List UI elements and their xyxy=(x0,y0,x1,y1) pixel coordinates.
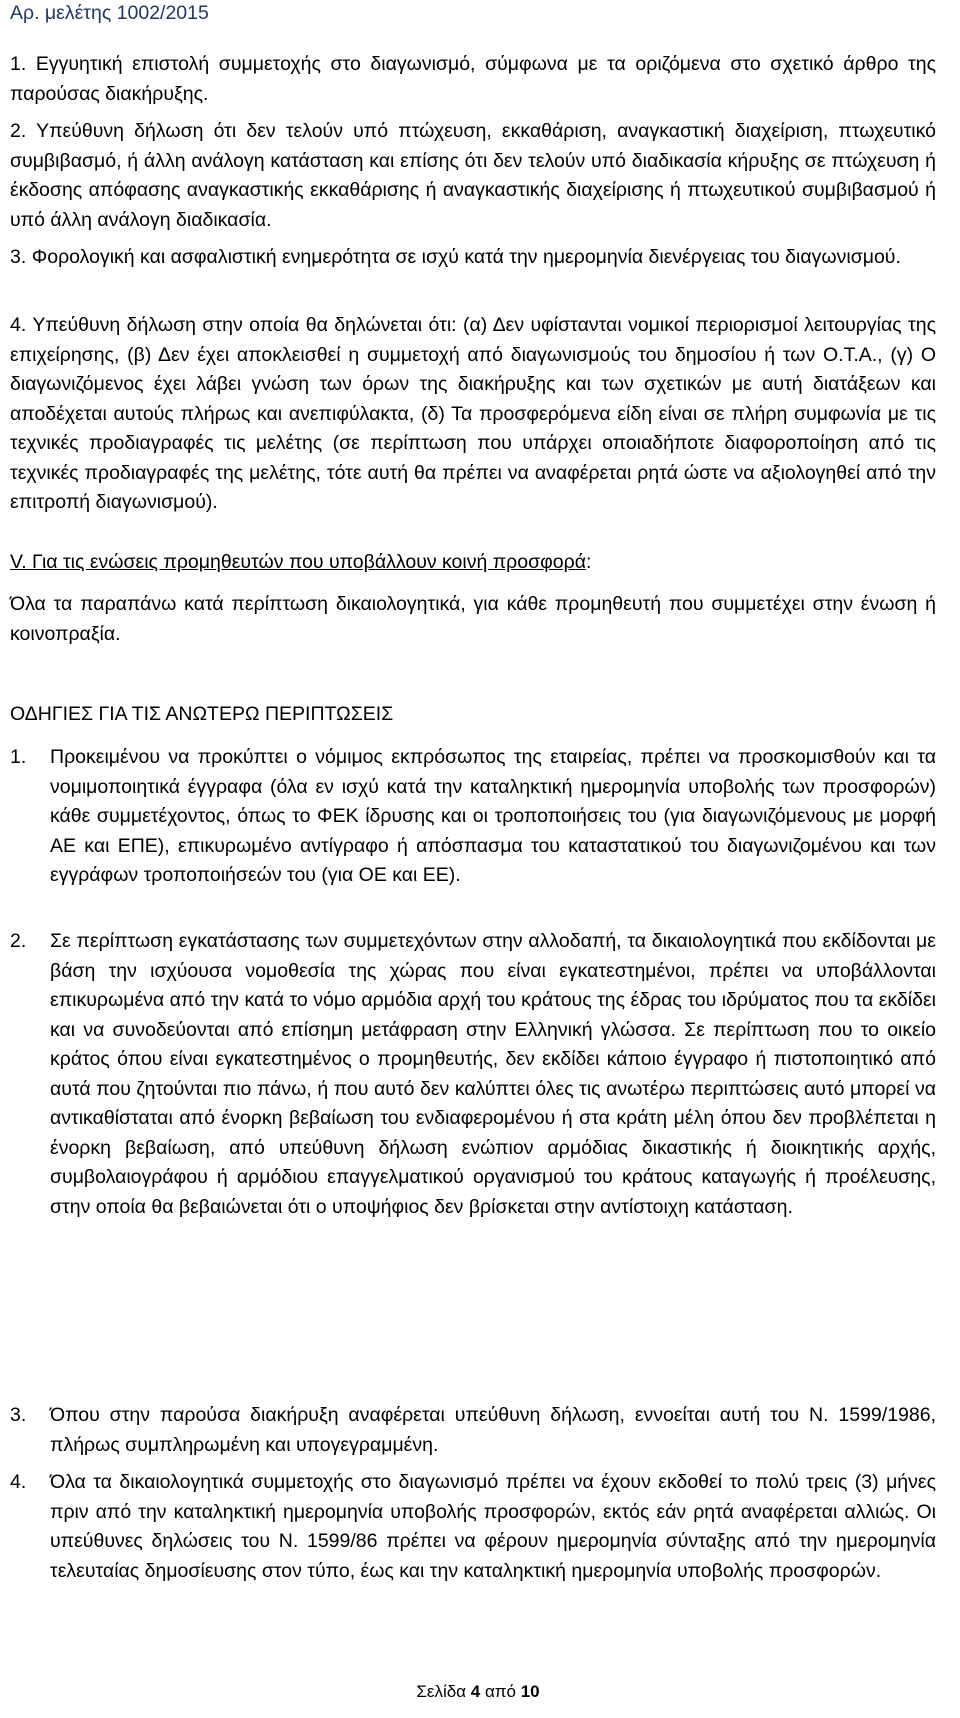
page-footer: Σελίδα 4 από 10 xyxy=(416,1682,540,1701)
item-number: 3. xyxy=(10,246,27,268)
list-a-item-1 xyxy=(10,50,936,109)
item-text: Σε περίπτωση εγκατάστασης των συμμετεχόντων στην αλλοδαπή, τα δικαιολογητικά που εκδίδονται με βάση την ισχύουσα νομοθεσία της χώρας που είναι εγκατεστημένοι, πρέπει να υποβάλλονται επικυρωμένα από την κατά το νόμο αρμόδια αρχή του κράτους της έδρας του ιδρύματος που τα εκδίδει και να συνοδεύονται από επίσημη μετάφραση στην Ελληνική γλώσσα. Σε περίπτωση που το οικείο κράτος όπου είναι εγκατεστημένος ο προμηθευτής, δεν εκδίδει κάποιο έγγραφο ή πιστοποιητικό από αυτά που ζητούνται πιο πάνω, ή που αυτό δεν καλύπτει όλες τις ανωτέρω περιπτώσεις αυτό μπορεί να αντικαθίσταται από ένορκη βεβαίωση του ενδιαφερομένου ή στα κράτη μέλη όπου δεν προβλέπεται η ένορκη βεβαίωση, από υπεύθυνη δήλωση ενώπιον αρμόδιας δικαστικής ή διοικητικής αρχής, συμβολαιογράφου ή αρμόδιου επαγγελματικού οργανισμού του κράτους καταγωγής ή προέλευσης, στην οποία θα βεβαιώνεται ότι ο υποψήφιος δεν βρίσκεται στην αντίστοιχη κατάσταση. xyxy=(50,930,936,1218)
section-v-body: Όλα τα παραπάνω κατά περίπτωση δικαιολογητικά, για κάθε προμηθευτή που συμμετέχει στην ένωση ή κοινοπραξία. xyxy=(10,593,936,645)
list-a-item-2 xyxy=(10,117,936,235)
item-number: 3. xyxy=(10,1404,27,1426)
instruction-item-1 xyxy=(10,743,936,891)
instructions-heading: ΟΔΗΓΙΕΣ ΓΙΑ ΤΙΣ ΑΝΩΤΕΡΩ ΠΕΡΙΠΤΩΣΕΙΣ xyxy=(10,703,394,725)
list-a-item-3 xyxy=(10,243,936,273)
item-text: Προκειμένου να προκύπτει ο νόμιμος εκπρόσωπος της εταιρείας, πρέπει να προσκομισθούν και τα νομιμοποιητικά έγγραφα (όλα εν ισχύ κατά την καταληκτική ημερομηνία υποβολής των προσφορών) κάθε συμμετέχοντος, όπως το ΦΕΚ ίδρυσης και οι τροποποιήσεις του (για διαγωνιζόμενους με μορφή ΑΕ και ΕΠΕ), επικυρωμένο αντίγραφο ή απόσπασμα του καταστατικού του διαγωνιζομένου και των εγγράφων τροποποιήσεών του (για ΟΕ και ΕΕ). xyxy=(50,746,936,886)
item-number: 4. xyxy=(10,1471,27,1493)
item-number: 4. xyxy=(10,314,27,336)
total-pages: 10 xyxy=(520,1682,540,1701)
instruction-item-3 xyxy=(10,1401,936,1460)
current-page: 4 xyxy=(470,1682,481,1701)
item-text: Εγγυητική επιστολή συμμετοχής στο διαγωνισμό, σύμφωνα με τα οριζόμενα στο σχετικό άρθρο της παρούσας διακήρυξης. xyxy=(10,53,936,105)
item-number: 1. xyxy=(10,746,27,768)
document-page xyxy=(10,0,946,1718)
item-text: Όπου στην παρούσα διακήρυξη αναφέρεται υπεύθυνη δήλωση, εννοείται αυτή του Ν. 1599/1986, πλήρως συμπληρωμένη και υπογεγραμμένη. xyxy=(50,1404,936,1456)
item-number: 1. xyxy=(10,53,27,75)
item-text: Όλα τα δικαιολογητικά συμμετοχής στο διαγωνισμό πρέπει να έχουν εκδοθεί το πολύ τρεις (3) μήνες πριν από την καταληκτική ημερομηνία υποβολής προσφορών, εκτός εάν ρητά αναφέρεται αλλιώς. Οι υπεύθυνες δηλώσεις του Ν. 1599/86 πρέπει να φέρουν ημερομηνία σύνταξης από την ημερομηνία τελευταίας δημοσίευσης στον τύπο, έως και την καταληκτική ημερομηνία υποβολής προσφορών. xyxy=(50,1471,936,1582)
item-number: 2. xyxy=(10,120,27,142)
study-number-header: Αρ. μελέτης 1002/2015 xyxy=(10,2,209,24)
section-v-heading-text: V. Για τις ενώσεις προμηθευτών που υποβάλλουν κοινή προσφορά xyxy=(10,551,587,573)
item-number: 2. xyxy=(10,930,27,952)
list-a-item-4 xyxy=(10,311,936,518)
instruction-item-2 xyxy=(10,927,936,1222)
item-text: Υπεύθυνη δήλωση ότι δεν τελούν υπό πτώχευση, εκκαθάριση, αναγκαστική διαχείριση, πτωχευτικό συμβιβασμό, ή άλλη ανάλογη κατάσταση και επίσης ότι δεν τελούν υπό διαδικασία κήρυξης σε πτώχευση ή έκδοσης απόφασης αναγκαστικής εκκαθάρισης ή αναγκαστικής διαχείρισης ή πτωχευτικού συμβιβασμού ή υπό άλλη ανάλογη διαδικασία. xyxy=(10,120,936,231)
section-v-heading: V. Για τις ενώσεις προμηθευτών που υποβάλλουν κοινή προσφορά: xyxy=(10,551,592,573)
item-text: Υπεύθυνη δήλωση στην οποία θα δηλώνεται ότι: (α) Δεν υφίστανται νομικοί περιορισμοί λειτουργίας της επιχείρησης, (β) Δεν έχει αποκλεισθεί η συμμετοχή από διαγωνισμούς του δημοσίου ή των Ο.Τ.Α., (γ) Ο διαγωνιζόμενος έχει λάβει γνώση των όρων της διακήρυξης και των σχετικών με αυτή διατάξεων και αποδέχεται αυτούς πλήρως και ανεπιφύλακτα, (δ) Τα προσφερόμενα είδη είναι σε πλήρη συμφωνία με τις τεχνικές προδιαγραφές τις μελέτης (σε περίπτωση που υπάρχει οποιαδήποτε διαφοροποίηση από τις τεχνικές προδιαγραφές της μελέτης, τότε αυτή θα πρέπει να αναφέρεται ρητά ώστε να αξιολογηθεί από την επιτροπή διαγωνισμού). xyxy=(10,314,936,513)
item-text: Φορολογική και ασφαλιστική ενημερότητα σε ισχύ κατά την ημερομηνία διενέργειας του διαγωνισμού. xyxy=(31,246,901,268)
instruction-item-4 xyxy=(10,1468,936,1586)
